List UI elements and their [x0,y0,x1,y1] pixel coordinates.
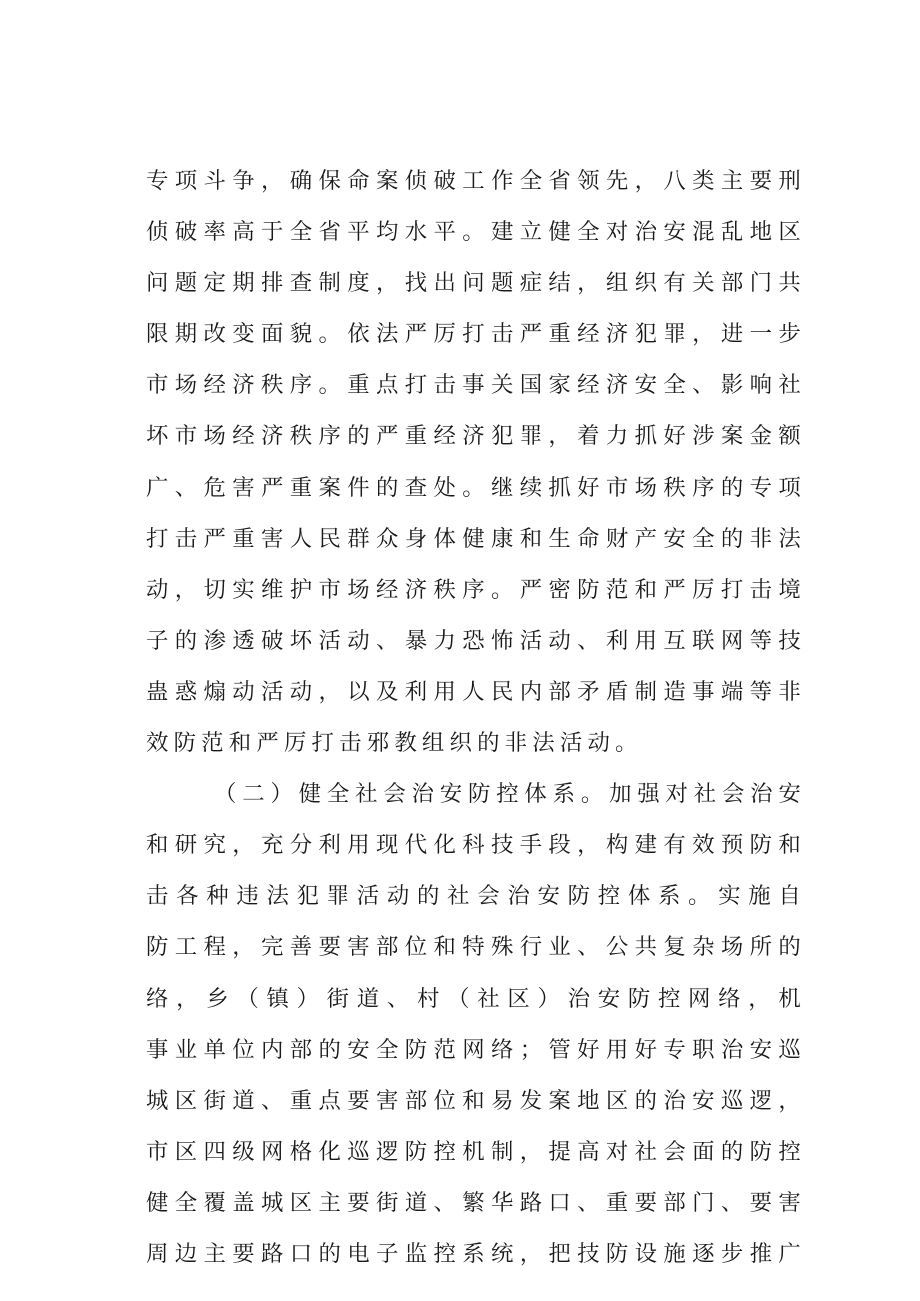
text-line: 周边主要路口的电子监控系统，把技防设施逐步推广 [146,1240,806,1267]
text-line: 市场经济秩序。重点打击事关国家经济安全、影响社 [146,372,806,399]
document-body [146,156,806,1280]
text-line: 防工程，完善要害部位和特殊行业、公共复杂场所的 [146,934,806,961]
text-line: 广、危害严重案件的查处。继续抓好市场秩序的专项 [146,474,806,501]
text-line: 城区街道、重点要害部位和易发案地区的治安巡逻， [146,1087,806,1114]
text-line: 击各种违法犯罪活动的社会治安防控体系。实施自 [146,883,806,910]
text-line: 专项斗争，确保命案侦破工作全省领先，八类主要刑 [146,168,806,194]
text-line: 健全覆盖城区主要街道、繁华路口、重要部门、要害 [146,1189,806,1216]
text-line: 市区四级网格化巡逻防控机制，提高对社会面的防控 [146,1138,806,1165]
text-line: 问题定期排查制度，找出问题症结，组织有关部门共 [146,270,806,297]
text-line: 子的渗透破坏活动、暴力恐怖活动、利用互联网等技 [146,627,806,654]
text-line: 坏市场经济秩序的严重经济犯罪，着力抓好涉案金额 [146,423,806,450]
text-line: 事业单位内部的安全防范网络；管好用好专职治安巡 [146,1036,806,1063]
section-heading-line: （二）健全社会治安防控体系。加强对社会治安 [214,781,806,808]
text-line: 侦破率高于全省平均水平。建立健全对治安混乱地区 [146,219,806,246]
paragraph-1 [146,156,806,769]
text-line: 和研究，充分利用现代化科技手段，构建有效预防和 [146,832,806,859]
text-line: 动，切实维护市场经济秩序。严密防范和严厉打击境 [146,576,806,603]
text-line-last: 效防范和严厉打击邪教组织的非法活动。 [146,730,643,757]
text-line: 蛊惑煽动活动，以及利用人民内部矛盾制造事端等非 [146,678,806,705]
text-line: 限期改变面貌。依法严厉打击严重经济犯罪，进一步 [146,321,806,348]
paragraph-2 [146,769,806,1280]
text-line: 络，乡（镇）街道、村（社区）治安防控网络，机 [146,985,806,1012]
text-line: 打击严重害人民群众身体健康和生命财产安全的非法 [146,525,806,552]
